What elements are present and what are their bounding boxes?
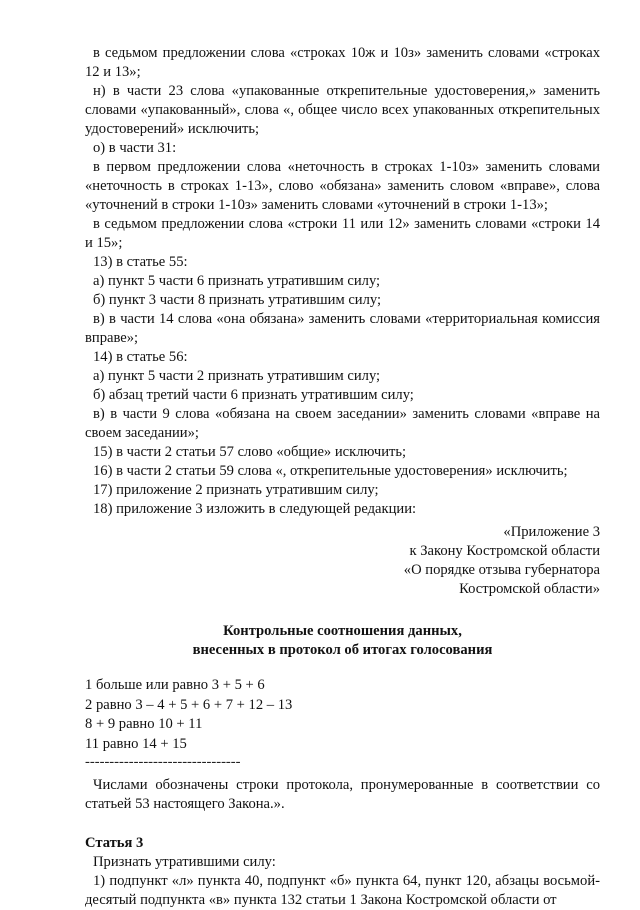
appendix-header-line: «Приложение 3 xyxy=(503,524,600,540)
amendment-paragraph: 16) в части 2 статьи 59 слова «, открепительные удостоверения» исключить; xyxy=(93,463,568,479)
amendment-paragraph: 14) в статье 56: xyxy=(93,349,188,365)
separator-line: -------------------------------- xyxy=(85,754,241,770)
appendix-header-line: «О порядке отзыва губернатора xyxy=(403,562,600,578)
appendix-header xyxy=(85,523,600,599)
amendment-paragraph: в седьмом предложении слова «строках 10ж и 10з» заменить словами «строках 12 и 13»; xyxy=(85,45,600,80)
amendment-paragraph: н) в части 23 слова «упакованные открепительные удостоверения,» заменить словами «упакованный», слова «, общее число всех упакованных открепительных удостоверений» исключить; xyxy=(85,83,600,137)
section-heading xyxy=(85,622,600,660)
appendix-header-line: к Закону Костромской области xyxy=(409,543,600,559)
formula-item: 2 равно 3 – 4 + 5 + 6 + 7 + 12 – 13 xyxy=(85,696,293,713)
amendment-paragraph: 17) приложение 2 признать утратившим силу; xyxy=(93,482,379,498)
amendment-paragraph: в) в части 14 слова «она обязана» заменить словами «территориальная комиссия вправе»; xyxy=(85,311,600,346)
article-item: 1) подпункт «л» пункта 40, подпункт «б» пункта 64, пункт 120, абзацы восьмой-десятый подпункта «в» пункта 132 статьи 1 Закона Костромской области от xyxy=(85,873,600,908)
section-heading-line: внесенных в протокол об итогах голосования xyxy=(192,642,493,658)
amendment-paragraph: 15) в части 2 статьи 57 слово «общие» исключить; xyxy=(93,444,407,460)
article-intro: Признать утратившими силу: xyxy=(93,854,276,870)
amendment-paragraph: б) пункт 3 части 8 признать утратившим силу; xyxy=(93,292,382,308)
document-page xyxy=(85,44,600,910)
formula-item: 1 больше или равно 3 + 5 + 6 xyxy=(85,677,265,693)
amendment-paragraph: б) абзац третий части 6 признать утратившим силу; xyxy=(93,387,414,403)
amendment-paragraph: 13) в статье 55: xyxy=(93,254,188,270)
amendment-paragraph: о) в части 31: xyxy=(93,140,177,156)
formula-item: 11 равно 14 + 15 xyxy=(85,735,187,752)
article-title: Статья 3 xyxy=(85,835,144,851)
amendment-paragraph: в первом предложении слова «неточность в строках 1-10з» заменить словами «неточность в строках 1-13», слово «обязана» заменить словом «вправе», слова «уточнений в строки 1-10з» заменить словами «уточнений в строки 1-13»; xyxy=(85,159,600,213)
amendment-paragraph: в) в части 9 слова «обязана на своем заседании» заменить словами «вправе на своем заседании»; xyxy=(85,406,600,441)
appendix-header-line: Костромской области» xyxy=(459,581,600,597)
amendment-paragraph: 18) приложение 3 изложить в следующей редакции: xyxy=(93,501,417,517)
amendment-paragraph: а) пункт 5 части 2 признать утратившим силу; xyxy=(93,368,381,384)
formula-list xyxy=(85,676,600,754)
amendment-paragraph: а) пункт 5 части 6 признать утратившим силу; xyxy=(93,273,381,289)
note-paragraph: Числами обозначены строки протокола, пронумерованные в соответствии со статьей 53 настоящего Закона.». xyxy=(85,777,600,812)
formula-item: 8 + 9 равно 10 + 11 xyxy=(85,716,203,732)
section-heading-line: Контрольные соотношения данных, xyxy=(223,623,462,639)
amendment-paragraph: в седьмом предложении слова «строки 11 или 12» заменить словами «строки 14 и 15»; xyxy=(85,216,600,251)
